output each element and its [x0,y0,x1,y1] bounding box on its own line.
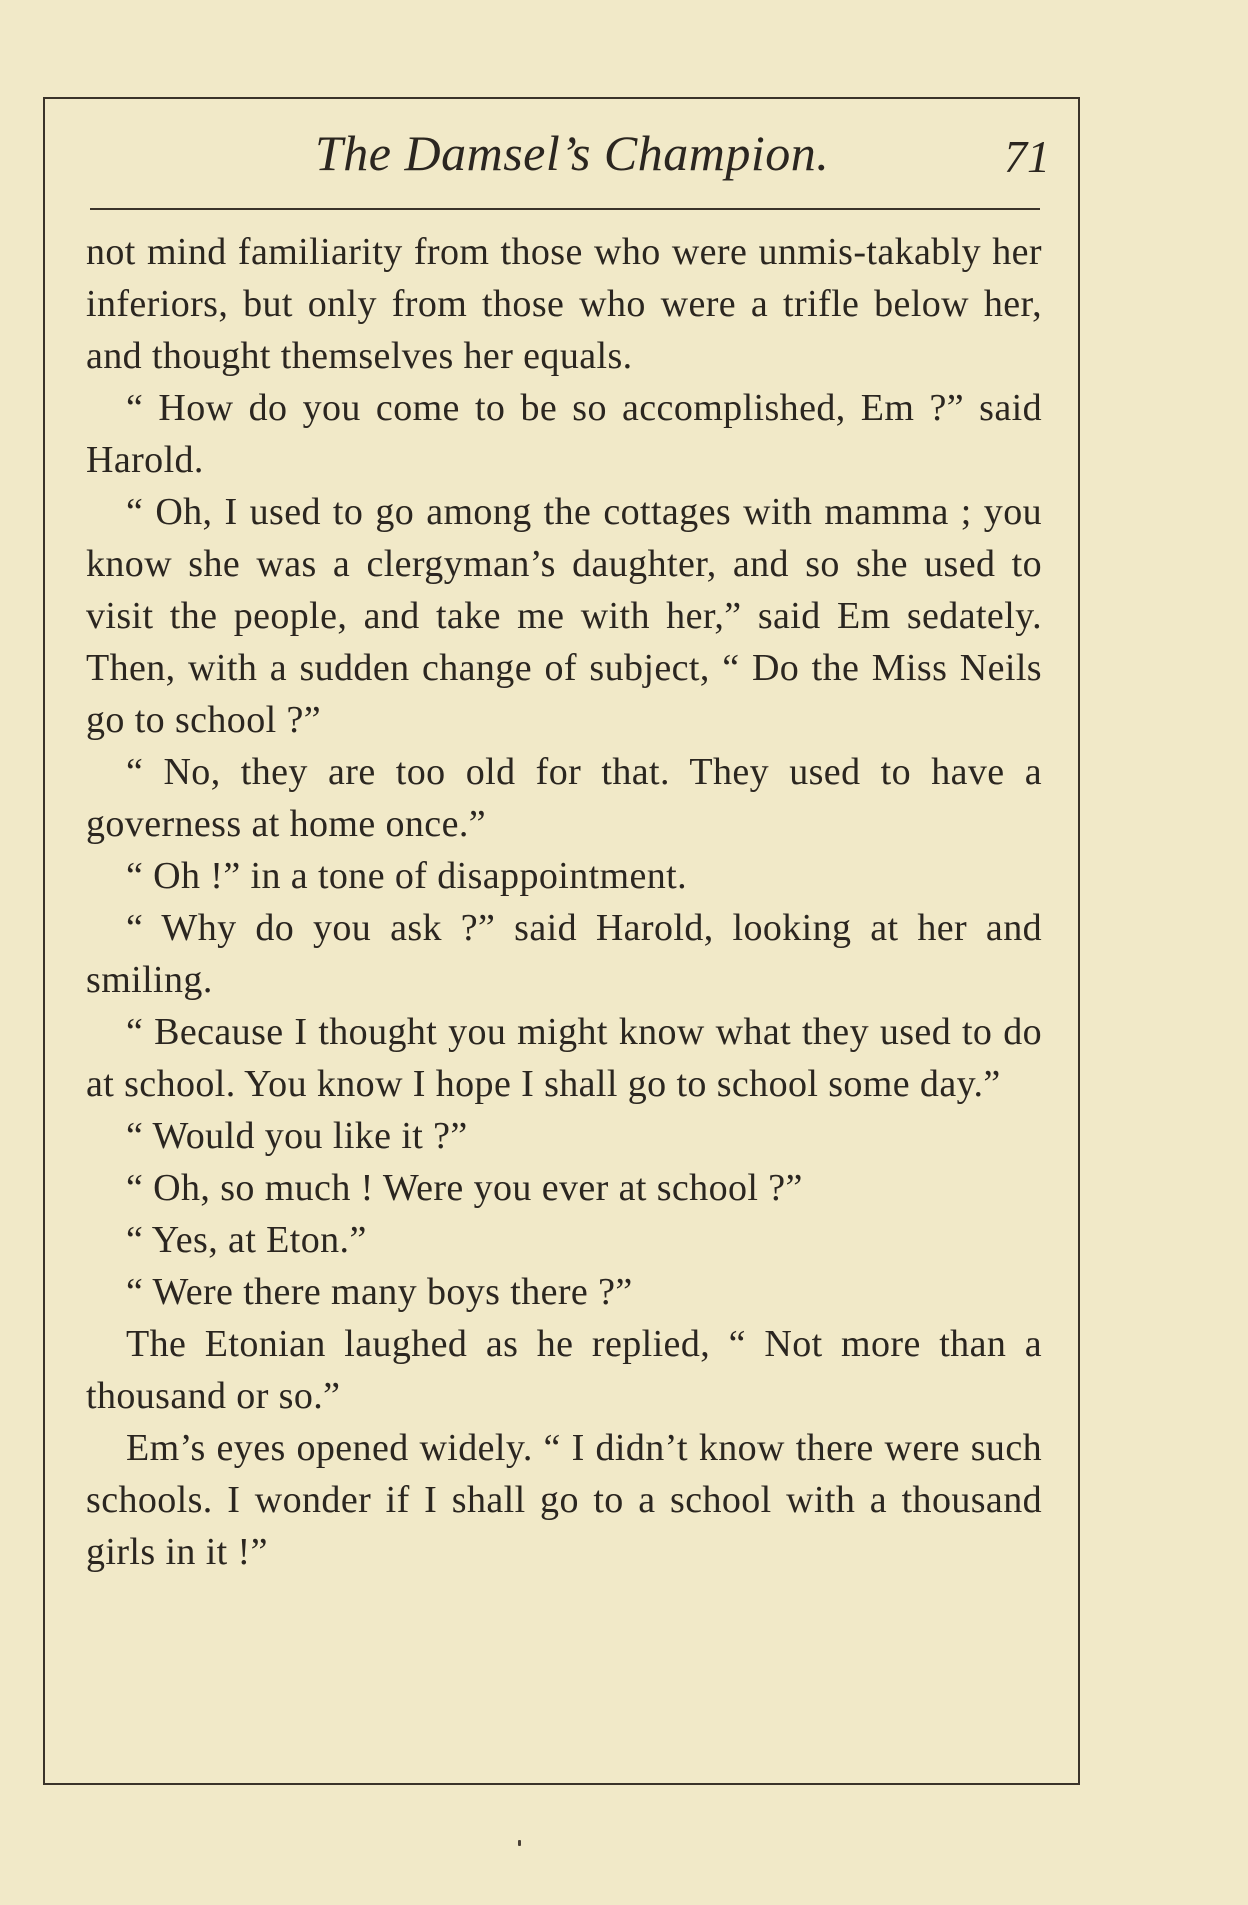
paragraph: “ Oh, I used to go among the cottages with mamma ; you know she was a clergyman’s daughter, and so she used to visit the people, and take me with her,” said Em sedately. Then, with a sudden change of subject, “ Do the Miss Neils go to school ?” [86,491,1042,741]
paragraph: “ Oh !” in a tone of disappointment. [126,855,688,897]
paragraph: Em’s eyes opened widely. “ I didn’t know there were such schools. I wonder if I shall go to a school with a thousand girls in it !” [86,1427,1042,1573]
paragraph: “ Would you like it ?” [126,1115,468,1157]
header-rule [90,208,1040,210]
paragraph: The Etonian laughed as he replied, “ Not more than a thousand or so.” [86,1323,1042,1417]
paragraph: “ Were there many boys there ?” [126,1271,633,1313]
paragraph: “ Because I thought you might know what they used to do at school. You know I hope I shall go to school some day.” [86,1011,1042,1105]
running-title: The Damsel’s Champion. [315,125,830,181]
page-number: 71 [1004,131,1050,182]
paragraph: “ How do you come to be so accomplished, Em ?” said Harold. [86,387,1042,481]
paragraph: not mind familiarity from those who were unmis-takably her inferiors, but only from those who were a trifle below her, and thought themselves her equals. [86,231,1042,377]
body-text [86,226,1042,1578]
paragraph: “ Oh, so much ! Were you ever at school ?” [126,1167,803,1209]
running-header [90,122,1050,202]
paragraph: “ No, they are too old for that. They used to have a governess at home once.” [86,751,1042,845]
ink-speck [518,1840,521,1846]
paragraph: “ Why do you ask ?” said Harold, looking at her and smiling. [86,907,1042,1001]
paragraph: “ Yes, at Eton.” [126,1219,367,1261]
